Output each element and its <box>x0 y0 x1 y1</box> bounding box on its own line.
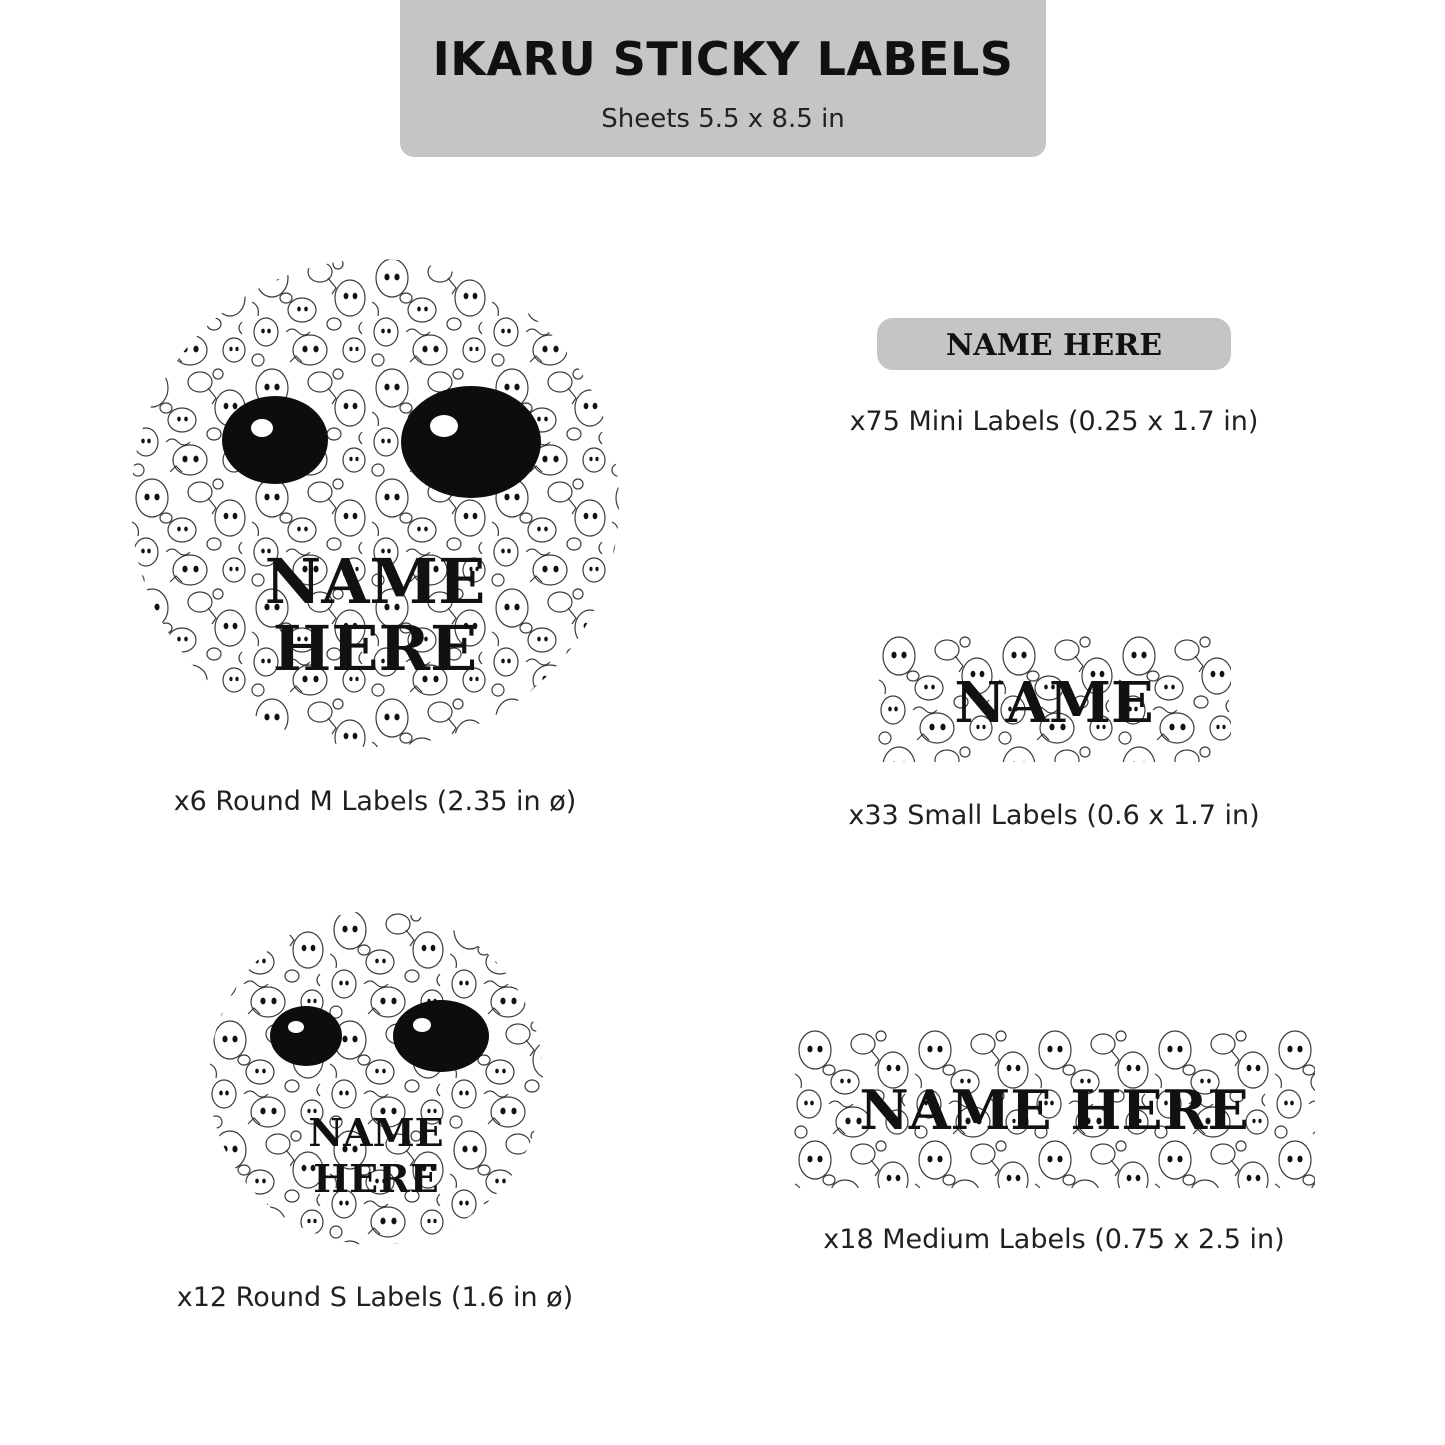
page-title: IKARU STICKY LABELS <box>432 32 1014 86</box>
mini-caption: x75 Mini Labels (0.25 x 1.7 in) <box>849 406 1259 437</box>
round-s-caption: x12 Round S Labels (1.6 in ø) <box>176 1282 574 1313</box>
round-m-label <box>130 258 620 748</box>
round-m-name-line1: NAME <box>264 545 486 618</box>
round-s-label <box>208 910 544 1246</box>
round-s-name-line1: NAME <box>308 1110 444 1155</box>
medium-label-name: NAME HERE <box>859 1078 1249 1142</box>
page-subtitle: Sheets 5.5 x 8.5 in <box>601 104 845 134</box>
medium-label <box>793 1030 1315 1188</box>
mini-label <box>877 318 1231 370</box>
medium-caption: x18 Medium Labels (0.75 x 2.5 in) <box>823 1224 1285 1255</box>
small-label <box>877 636 1231 762</box>
round-m-name-line2: HERE <box>272 612 478 685</box>
mini-label-name: NAME HERE <box>945 328 1163 363</box>
round-m-caption: x6 Round M Labels (2.35 in ø) <box>173 786 577 817</box>
round-s-name-line2: HERE <box>313 1156 439 1201</box>
small-caption: x33 Small Labels (0.6 x 1.7 in) <box>848 800 1260 831</box>
header-banner <box>400 0 1046 157</box>
small-label-name: NAME <box>954 670 1154 736</box>
